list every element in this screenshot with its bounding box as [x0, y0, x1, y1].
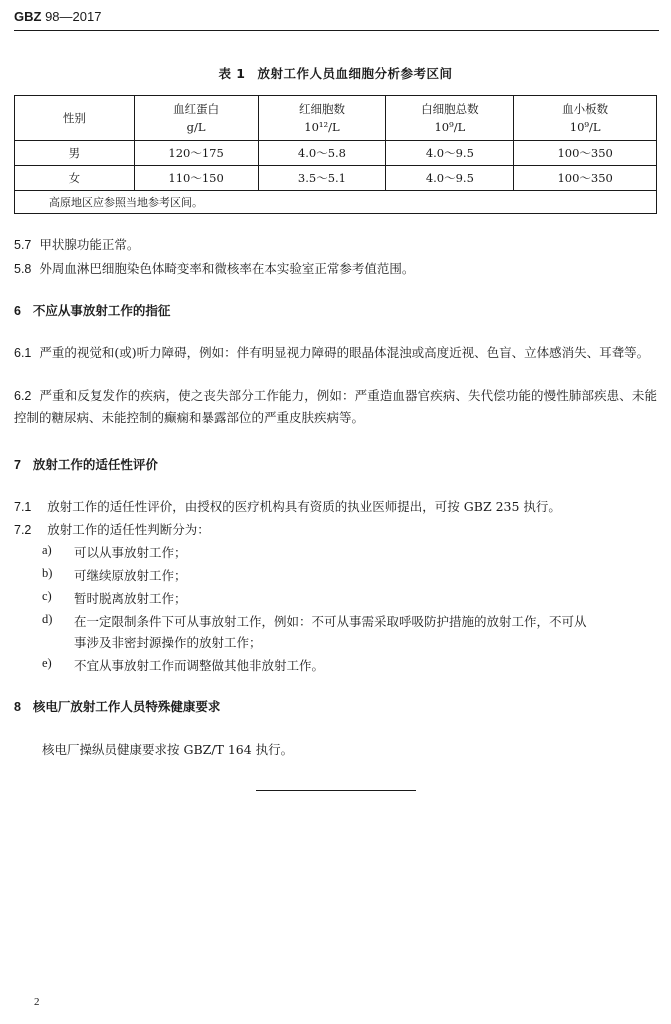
header-platelet: 血小板数 10⁹/L [514, 96, 657, 141]
standard-code: GBZ [14, 9, 42, 24]
cell-rbc: 4.0～5.8 [258, 141, 386, 166]
clause-5-7: 5.7 甲状腺功能正常。 [14, 237, 140, 252]
cell-hemoglobin: 120～175 [134, 141, 258, 166]
cell-wbc: 4.0～9.5 [386, 166, 514, 191]
table-row [15, 166, 657, 191]
cell-sex: 男 [15, 141, 135, 166]
clause-7-2: 7.2 放射工作的适任性判断分为： [14, 522, 210, 537]
header-wbc: 白细胞总数 10⁹/L [386, 96, 514, 141]
standard-number: 98—2017 [45, 9, 102, 24]
table-note-row [15, 191, 657, 214]
cell-sex: 女 [15, 166, 135, 191]
end-rule [256, 790, 416, 791]
table-header-row [15, 96, 657, 141]
header-divider [14, 30, 659, 31]
header-sex: 性别 [15, 96, 135, 141]
header-hemoglobin: 血红蛋白 g/L [134, 96, 258, 141]
table-caption-number: 表 1 [218, 66, 246, 81]
section-8-heading: 8 核电厂放射工作人员特殊健康要求 [14, 699, 221, 714]
cell-platelet: 100～350 [514, 166, 657, 191]
blood-reference-table [14, 95, 657, 214]
page-header [14, 9, 101, 24]
table-caption-title: 放射工作人员血细胞分析参考区间 [257, 66, 453, 81]
table-caption [0, 64, 671, 82]
clause-7-1: 7.1 放射工作的适任性评价，由授权的医疗机构具有资质的执业医师提出，可按 GBZ 235 执行。 [14, 499, 561, 514]
cell-platelet: 100～350 [514, 141, 657, 166]
table-note: 高原地区应参照当地参考区间。 [15, 191, 657, 214]
cell-hemoglobin: 110～150 [134, 166, 258, 191]
page-number: 2 [34, 996, 40, 1008]
cell-wbc: 4.0～9.5 [386, 141, 514, 166]
section-7-heading: 7 放射工作的适任性评价 [14, 457, 158, 472]
cell-rbc: 3.5～5.1 [258, 166, 386, 191]
table-row [15, 141, 657, 166]
section-8-body: 核电厂操纵员健康要求按 GBZ/T 164 执行。 [42, 742, 294, 757]
clause-6-1: 6.1 严重的视觉和(或)听力障碍，例如：伴有明显视力障碍的眼晶体混浊或高度近视、色盲、立体感消失、耳聋等。 [14, 345, 650, 360]
section-6-heading: 6 不应从事放射工作的指征 [14, 303, 171, 318]
clause-6-2: 6.2 严重和反复发作的疾病，使之丧失部分工作能力，例如：严重造血器官疾病、失代偿功能的慢性肺部疾患、未能控制的糖尿病、未能控制的癫痫和暴露部位的严重皮肤疾病等。 [14, 388, 657, 425]
header-rbc: 红细胞数 10¹²/L [258, 96, 386, 141]
clause-5-8: 5.8 外周血淋巴细胞染色体畸变率和微核率在本实验室正常参考值范围。 [14, 261, 415, 276]
